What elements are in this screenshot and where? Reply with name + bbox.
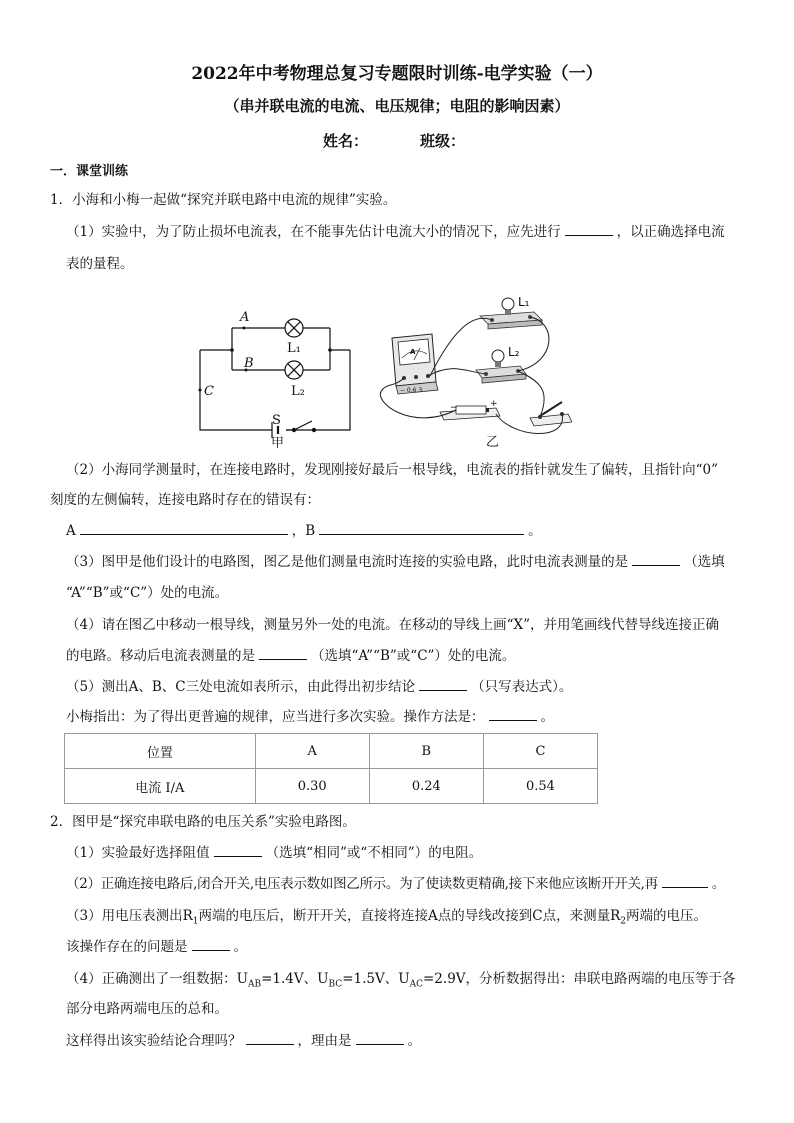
answer-blank[interactable] <box>246 1031 294 1045</box>
ammeter-letter: A <box>410 348 416 356</box>
table-header-cell: 位置 <box>65 734 256 769</box>
q2-stem: 2．图甲是“探究串联电路的电压关系”实验电路图。 <box>50 814 356 830</box>
q1-stem: 1．小海和小梅一起做“探究并联电路中电流的规律”实验。 <box>50 192 397 208</box>
point-b-label: B <box>244 356 254 371</box>
table-cell: 0.54 <box>483 769 597 804</box>
q1-part2-line2: 刻度的左侧偏转，连接电路时存在的错误有： <box>50 492 320 508</box>
lamp-l2-label: L₂ <box>291 384 305 399</box>
switch-label: S <box>272 413 281 428</box>
battery-minus: − <box>450 403 458 413</box>
answer-blank-a[interactable] <box>80 521 288 535</box>
switch-board <box>530 402 572 426</box>
table-row <box>65 769 598 804</box>
answer-blank[interactable] <box>489 707 537 721</box>
table-header-cell: C <box>483 734 597 769</box>
q1-part3-line2: “A”“B”或“C”）处的电流。 <box>66 585 229 601</box>
q1-part4-line1: （4）请在图乙中移动一根导线，测量另外一处的电流。在移动的导线上画“X”，并用笔画线代替导线连接正确 <box>66 617 720 633</box>
q1-part2-line3: A ，B 。 <box>66 523 542 539</box>
section-heading: 一．课堂训练 <box>50 164 129 179</box>
lamp-l1-board <box>480 298 542 329</box>
q2-part3-line2: 该操作存在的问题是 。 <box>66 939 247 955</box>
q1-part6-line1: 小梅指出：为了得出更普遍的规律，应当进行多次实验。操作方法是： 。 <box>66 709 554 725</box>
q2-part2: （2）正确连接电路后,闭合开关,电压表示数如图乙所示。为了使读数更精确,接下来他应该断开开关,再 。 <box>66 876 726 892</box>
answer-blank[interactable] <box>259 646 307 660</box>
q1-part2-line1: （2）小海同学测量时，在连接电路时，发现刚接好最后一根导线，电流表的指针就发生了偏转，且指针向“0” <box>66 462 718 478</box>
q2-part4-line2: 部分电路两端电压的总和。 <box>66 1001 228 1017</box>
lamp-l1-label-yi: L₁ <box>518 295 530 309</box>
table-cell: 0.24 <box>369 769 483 804</box>
lamp-l2-label-yi: L₂ <box>508 345 520 359</box>
lamp-l1-label: L₁ <box>287 341 301 356</box>
q1-part4-line2: 的电路。移动后电流表测量的是 （选填“A”“B”或“C”）处的电流。 <box>66 648 516 664</box>
table-header-cell: A <box>255 734 369 769</box>
point-c-label: C <box>204 384 214 399</box>
q2-part5: 这样得出该实验结论合理吗？ ，理由是 。 <box>66 1033 421 1049</box>
figure-yi-caption: 乙 <box>486 435 500 450</box>
answer-blank-b[interactable] <box>319 521 524 535</box>
page-title: 2022年中考物理总复习专题限时训练-电学实验（一） <box>191 64 603 84</box>
ammeter <box>392 334 438 394</box>
class-label: 班级： <box>420 132 466 150</box>
q2-part4-line1: （4）正确测出了一组数据：$U_{AB}=1.4V$、$U_{BC}=1.5V$、$U_{AC}=2.9V$，分析数据得出：串联电路两端的电压等于各 <box>66 971 736 990</box>
answer-blank[interactable] <box>419 677 467 691</box>
q2-part1: （1）实验最好选择阻值 （选填“相同”或“不相同”）的电阻。 <box>66 845 483 861</box>
q2-part3-line1: （3）用电压表测出$R_1$两端的电压后，断开开关，直接将连接A点的导线改接到C点，来测量$R_2$两端的电压。 <box>66 908 707 927</box>
answer-blank[interactable] <box>565 222 613 236</box>
q1-part3-line1: （3）图甲是他们设计的电路图，图乙是他们测量电流时连接的实验电路，此时电流表测量的是 （选填 <box>66 554 725 570</box>
answer-blank[interactable] <box>632 552 680 566</box>
q1-part5-line1: （5）测出A、B、C三处电流如表所示，由此得出初步结论 （只写表达式）。 <box>66 679 573 695</box>
circuit-diagram-jia <box>190 300 365 450</box>
point-a-label: A <box>240 310 250 325</box>
circuit-photo-yi <box>372 292 572 452</box>
answer-blank[interactable] <box>214 843 262 857</box>
table-header-row <box>65 734 598 769</box>
page-subtitle: （串并联电流的电流、电压规律；电阻的影响因素） <box>224 97 570 115</box>
answer-blank[interactable] <box>192 937 230 951</box>
answer-blank[interactable] <box>356 1031 404 1045</box>
name-label: 姓名： <box>323 132 369 150</box>
figure-jia-caption: 甲 <box>271 436 285 450</box>
table-header-cell: B <box>369 734 483 769</box>
ammeter-terminals: − 0.6 3 <box>400 387 423 394</box>
table-row-label: 电流 I/A <box>65 769 256 804</box>
answer-blank[interactable] <box>662 874 708 888</box>
battery-plus: + <box>490 399 498 409</box>
table-cell: 0.30 <box>255 769 369 804</box>
q1-part1-line1: （1）实验中，为了防止损坏电流表，在不能事先估计电流大小的情况下，应先进行 ，以正确选择电流 <box>66 224 725 240</box>
current-data-table <box>64 733 598 804</box>
q1-part1-line2: 表的量程。 <box>66 256 134 272</box>
